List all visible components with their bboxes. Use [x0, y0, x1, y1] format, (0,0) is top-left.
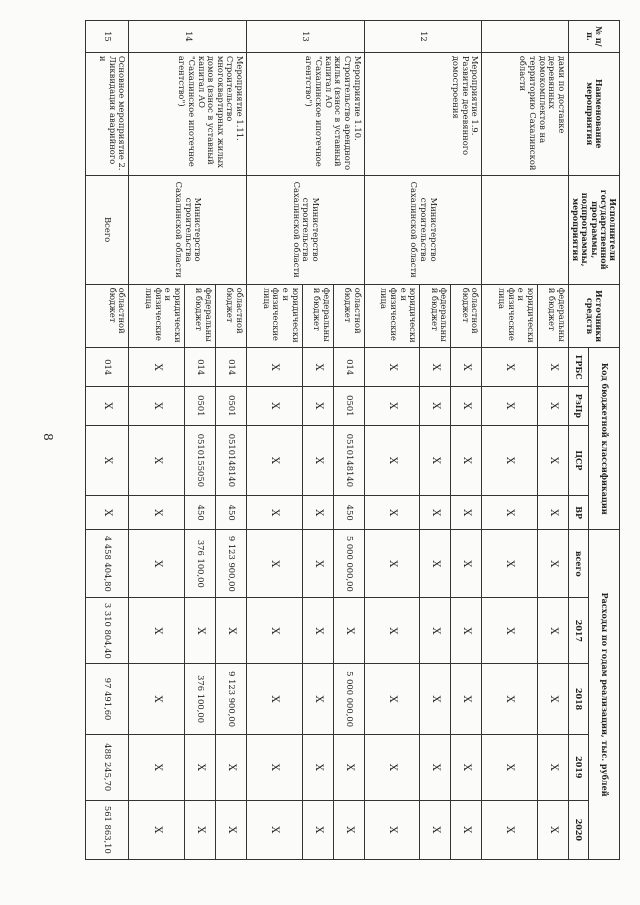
row-executor: Министерство строительства Сахалинской области [129, 175, 247, 284]
cell-grbs: Х [538, 348, 569, 387]
cell-y2018: 376 100,00 [185, 664, 216, 734]
row-executor: Министерство строительства Сахалинской области [364, 175, 482, 284]
cell-grbs: Х [129, 348, 185, 387]
row-source: юридические и физические лица [364, 284, 420, 348]
cell-y2020: Х [302, 800, 333, 859]
header-source: Источники средств [569, 284, 620, 348]
row-num [482, 21, 569, 53]
cell-y2017: Х [185, 598, 216, 664]
cell-total: Х [451, 530, 482, 598]
header-bcc: Код бюджетной классификации [589, 348, 620, 530]
cell-y2017: 3 310 804,40 [86, 598, 129, 664]
cell-y2019: Х [216, 734, 247, 800]
header-expenses: Расходы по годам реализации, тыс. рублей [589, 530, 620, 860]
row-name: Мероприятие 1.11. Строительство многоквартирных жилых домов (взнос в уставный капитал АО "Сахалинское ипотечное агентство") [129, 52, 247, 175]
cell-rzpr: Х [482, 387, 538, 426]
row-source: областной бюджет [216, 284, 247, 348]
cell-rzpr: Х [451, 387, 482, 426]
cell-total: 376 100,00 [185, 530, 216, 598]
row-executor: Министерство строительства Сахалинской области [247, 175, 365, 284]
cell-y2017: Х [302, 598, 333, 664]
cell-y2020: Х [538, 800, 569, 859]
cell-grbs: Х [482, 348, 538, 387]
cell-total: Х [247, 530, 303, 598]
cell-y2017: Х [538, 598, 569, 664]
cell-vr: Х [538, 496, 569, 530]
table-row [86, 21, 129, 860]
cell-vr: Х [482, 496, 538, 530]
header-2018: 2018 [569, 664, 589, 734]
cell-total: Х [538, 530, 569, 598]
expenses-table [85, 20, 620, 860]
cell-csr: Х [451, 425, 482, 495]
row-executor [482, 175, 569, 284]
cell-y2017: Х [129, 598, 185, 664]
cell-vr: 450 [333, 496, 364, 530]
cell-y2020: Х [364, 800, 420, 859]
cell-y2019: Х [538, 734, 569, 800]
cell-csr: Х [364, 425, 420, 495]
row-source: областной бюджет [451, 284, 482, 348]
header-csr: ЦСР [569, 425, 589, 495]
cell-y2019: Х [185, 734, 216, 800]
cell-y2020: Х [420, 800, 451, 859]
header-executor: Исполнители государственной программы, подпрограммы, мероприятия [569, 175, 620, 284]
row-num: 12 [364, 21, 482, 53]
cell-grbs: Х [420, 348, 451, 387]
cell-csr: 0510155050 [185, 425, 216, 495]
cell-total: 9 123 900,00 [216, 530, 247, 598]
row-source: федеральный бюджет [302, 284, 333, 348]
cell-grbs: Х [302, 348, 333, 387]
cell-rzpr: 0501 [333, 387, 364, 426]
cell-rzpr: Х [364, 387, 420, 426]
cell-total: 4 458 404,80 [86, 530, 129, 598]
cell-csr: 0510148140 [333, 425, 364, 495]
row-source: областной бюджет [86, 284, 129, 348]
cell-y2019: Х [247, 734, 303, 800]
header-name: Наименование мероприятия [569, 52, 620, 175]
row-num: 15 [86, 21, 129, 53]
cell-total: Х [364, 530, 420, 598]
cell-y2020: Х [451, 800, 482, 859]
cell-y2017: Х [216, 598, 247, 664]
cell-csr: Х [538, 425, 569, 495]
cell-total: Х [420, 530, 451, 598]
cell-total: 5 000 000,00 [333, 530, 364, 598]
cell-y2020: Х [247, 800, 303, 859]
row-source: федеральный бюджет [538, 284, 569, 348]
cell-y2019: Х [420, 734, 451, 800]
cell-y2017: Х [247, 598, 303, 664]
cell-vr: Х [420, 496, 451, 530]
header-2017: 2017 [569, 598, 589, 664]
cell-y2019: Х [451, 734, 482, 800]
cell-y2020: Х [482, 800, 538, 859]
rotated-table-container [70, 20, 620, 890]
cell-rzpr: Х [247, 387, 303, 426]
table-row [451, 21, 482, 860]
cell-y2019: Х [364, 734, 420, 800]
cell-y2018: Х [420, 664, 451, 734]
cell-y2017: Х [451, 598, 482, 664]
table-row [333, 21, 364, 860]
cell-y2017: Х [364, 598, 420, 664]
cell-y2020: Х [216, 800, 247, 859]
header-total: всего [569, 530, 589, 598]
row-source: юридические и физические лица [482, 284, 538, 348]
cell-csr: Х [420, 425, 451, 495]
cell-vr: Х [86, 496, 129, 530]
cell-y2019: Х [129, 734, 185, 800]
cell-rzpr: Х [538, 387, 569, 426]
cell-y2019: 488 245,70 [86, 734, 129, 800]
row-source: федеральный бюджет [420, 284, 451, 348]
cell-rzpr: Х [420, 387, 451, 426]
table-row [216, 21, 247, 860]
cell-rzpr: Х [86, 387, 129, 426]
cell-csr: 0510148140 [216, 425, 247, 495]
header-rzpr: РзПр [569, 387, 589, 426]
cell-y2020: Х [333, 800, 364, 859]
table-row [538, 21, 569, 860]
cell-y2020: 561 863,10 [86, 800, 129, 859]
cell-rzpr: Х [129, 387, 185, 426]
cell-rzpr: 0501 [185, 387, 216, 426]
cell-y2017: Х [482, 598, 538, 664]
cell-grbs: Х [247, 348, 303, 387]
row-name: Мероприятие 1.10. Строительство арендного жилья (взнос в уставный капитал АО "Сахалинское ипотечное агентство") [247, 52, 365, 175]
row-executor: Всего [86, 175, 129, 284]
cell-grbs: Х [364, 348, 420, 387]
cell-grbs: 014 [86, 348, 129, 387]
cell-csr: Х [247, 425, 303, 495]
header-num: № п/п. [569, 21, 620, 53]
cell-total: Х [482, 530, 538, 598]
cell-vr: 450 [185, 496, 216, 530]
cell-rzpr: Х [302, 387, 333, 426]
row-source: юридические и физические лица [129, 284, 185, 348]
cell-vr: Х [302, 496, 333, 530]
cell-y2018: Х [247, 664, 303, 734]
cell-csr: Х [86, 425, 129, 495]
cell-y2018: 9 123 900,00 [216, 664, 247, 734]
cell-y2020: Х [185, 800, 216, 859]
page-number: 8 [40, 433, 55, 441]
row-name: Основное мероприятие 2. Ликвидация аварийного и [86, 52, 129, 175]
cell-y2019: Х [302, 734, 333, 800]
row-name: Мероприятие 1.9. Развитие деревянного домостроения [364, 52, 482, 175]
cell-y2018: Х [364, 664, 420, 734]
cell-y2018: Х [302, 664, 333, 734]
cell-y2017: Х [333, 598, 364, 664]
row-source: юридические и физические лица [247, 284, 303, 348]
cell-csr: Х [482, 425, 538, 495]
header-2020: 2020 [569, 800, 589, 859]
row-name: дами по доставке деревянных домокомплектов на территорию Сахалинской области [482, 52, 569, 175]
header-2019: 2019 [569, 734, 589, 800]
cell-vr: Х [451, 496, 482, 530]
cell-rzpr: 0501 [216, 387, 247, 426]
header-vr: ВР [569, 496, 589, 530]
cell-y2018: 5 000 000,00 [333, 664, 364, 734]
row-num: 13 [247, 21, 365, 53]
cell-y2018: Х [538, 664, 569, 734]
cell-vr: Х [129, 496, 185, 530]
cell-y2019: Х [333, 734, 364, 800]
header-grbs: ГРБС [569, 348, 589, 387]
cell-csr: Х [129, 425, 185, 495]
cell-grbs: Х [451, 348, 482, 387]
row-source: областной бюджет [333, 284, 364, 348]
cell-grbs: 014 [333, 348, 364, 387]
cell-grbs: 014 [216, 348, 247, 387]
cell-y2018: Х [451, 664, 482, 734]
cell-vr: Х [364, 496, 420, 530]
cell-y2018: 97 491,60 [86, 664, 129, 734]
cell-y2017: Х [420, 598, 451, 664]
cell-total: Х [302, 530, 333, 598]
cell-y2019: Х [482, 734, 538, 800]
cell-vr: Х [247, 496, 303, 530]
cell-csr: Х [302, 425, 333, 495]
cell-y2018: Х [129, 664, 185, 734]
row-num: 14 [129, 21, 247, 53]
cell-vr: 450 [216, 496, 247, 530]
cell-grbs: 014 [185, 348, 216, 387]
cell-y2018: Х [482, 664, 538, 734]
table-body [86, 21, 569, 860]
cell-y2020: Х [129, 800, 185, 859]
cell-total: Х [129, 530, 185, 598]
row-source: федеральный бюджет [185, 284, 216, 348]
